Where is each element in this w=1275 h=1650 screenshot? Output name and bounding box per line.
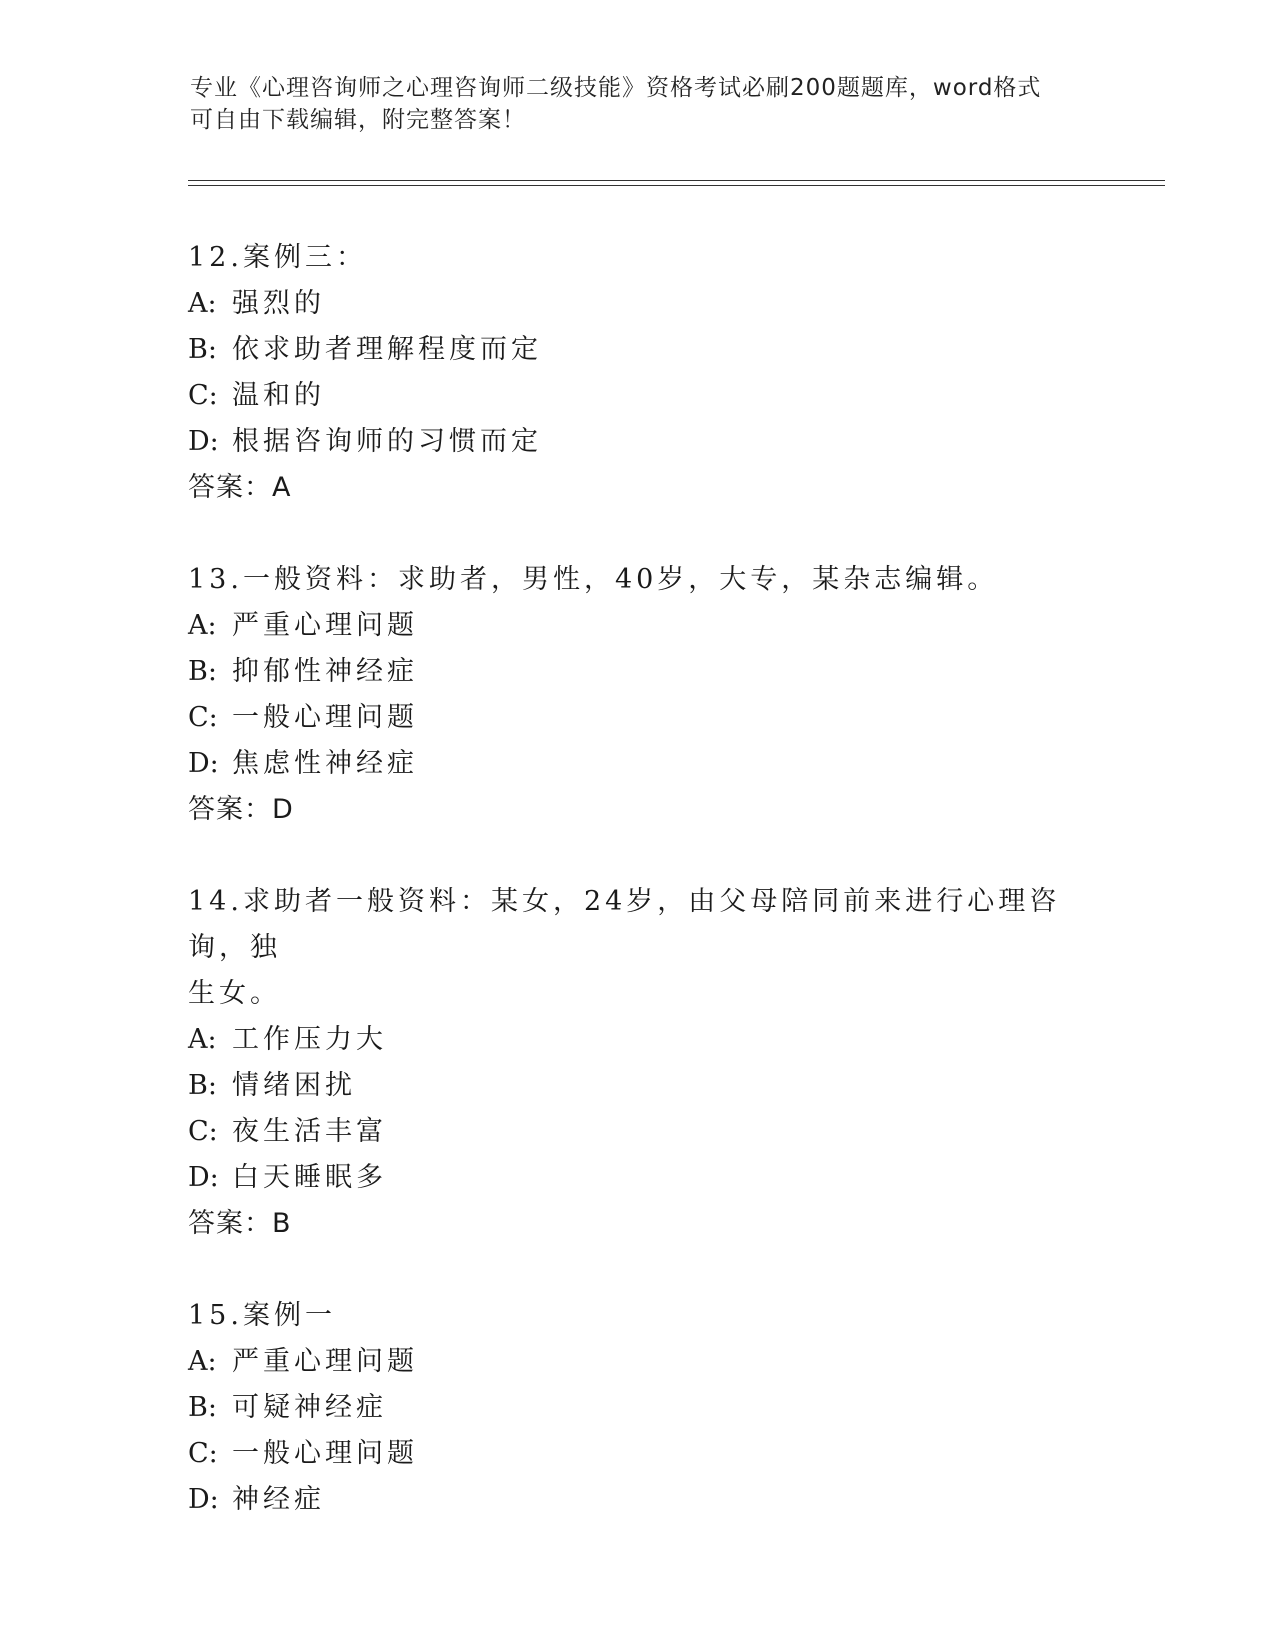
option-text: 严重心理问题 [232, 1346, 418, 1377]
option-key: B: [188, 1392, 217, 1423]
option-text: 可疑神经症 [232, 1392, 387, 1423]
option-key: A: [188, 1346, 217, 1377]
answer-line: 答案：B [188, 1208, 292, 1239]
option-key: C: [188, 1438, 218, 1469]
question-block [188, 557, 1088, 833]
answer-option [188, 741, 1088, 787]
option-key: B: [188, 656, 217, 687]
option-key: A: [188, 288, 217, 319]
option-key: C: [188, 1116, 218, 1147]
option-text: 依求助者理解程度而定 [232, 334, 542, 365]
answer-option [188, 419, 1088, 465]
option-key: D: [188, 1484, 219, 1515]
option-text: 白天睡眠多 [232, 1162, 387, 1193]
option-key: C: [188, 380, 218, 411]
answer-option [188, 1017, 1088, 1063]
option-key: B: [188, 1070, 217, 1101]
answer-option [188, 1155, 1088, 1201]
option-text: 夜生活丰富 [232, 1116, 387, 1147]
question-block [188, 1293, 1088, 1523]
answer-option [188, 1431, 1088, 1477]
option-key: A: [188, 610, 217, 641]
option-text: 抑郁性神经症 [232, 656, 418, 687]
question-block [188, 235, 1088, 511]
header-title-line-2: 可自由下载编辑，附完整答案！ [190, 107, 526, 133]
option-text: 一般心理问题 [232, 702, 418, 733]
option-text: 焦虑性神经症 [232, 748, 418, 779]
answer-line: 答案：D [188, 794, 294, 825]
header-divider-top [188, 180, 1165, 181]
document-header [190, 72, 1070, 136]
answer-option [188, 1477, 1088, 1523]
answer-option [188, 373, 1088, 419]
question-stem: 12.案例三： [188, 242, 367, 273]
question-stem: 13.一般资料：求助者，男性，40岁，大专，某杂志编辑。 [188, 564, 999, 595]
question-stem: 14.求助者一般资料：某女，24岁，由父母陪同前来进行心理咨询，独 [188, 886, 1061, 963]
header-divider-bottom [188, 185, 1165, 186]
answer-option [188, 1109, 1088, 1155]
answer-option [188, 1339, 1088, 1385]
option-text: 工作压力大 [232, 1024, 387, 1055]
question-stem: 15.案例一 [188, 1300, 336, 1331]
question-list [188, 235, 1088, 1569]
answer-option [188, 603, 1088, 649]
answer-option [188, 1063, 1088, 1109]
question-block [188, 879, 1088, 1247]
header-title-line-1: 专业《心理咨询师之心理咨询师二级技能》资格考试必刷200题题库，word格式 [190, 75, 1042, 101]
option-key: C: [188, 702, 218, 733]
option-text: 根据咨询师的习惯而定 [232, 426, 542, 457]
option-text: 严重心理问题 [232, 610, 418, 641]
option-key: A: [188, 1024, 217, 1055]
option-text: 一般心理问题 [232, 1438, 418, 1469]
option-text: 温和的 [232, 380, 325, 411]
answer-option [188, 649, 1088, 695]
answer-option [188, 327, 1088, 373]
question-stem: 生女。 [188, 978, 281, 1009]
answer-line: 答案：A [188, 472, 292, 503]
option-text: 神经症 [232, 1484, 325, 1515]
answer-option [188, 695, 1088, 741]
option-text: 情绪困扰 [232, 1070, 356, 1101]
option-key: D: [188, 426, 219, 457]
option-key: D: [188, 1162, 219, 1193]
answer-option [188, 1385, 1088, 1431]
option-key: B: [188, 334, 217, 365]
option-key: D: [188, 748, 219, 779]
answer-option [188, 281, 1088, 327]
option-text: 强烈的 [232, 288, 325, 319]
